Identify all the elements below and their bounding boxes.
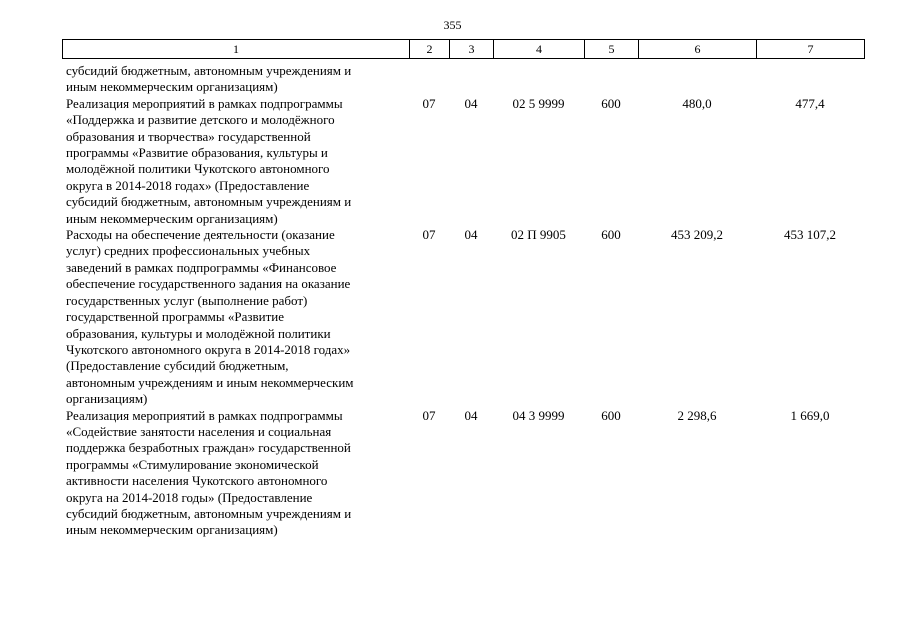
row-description: субсидий бюджетным, автономным учреждениям и иным некоммерческим организациям): [66, 63, 352, 95]
row-target-article: 02 5 9999: [512, 95, 565, 111]
table-row: [62, 96, 864, 227]
column-header-row: [63, 40, 865, 59]
budget-table: [62, 63, 864, 539]
row-subsection: 04: [464, 227, 478, 243]
column-header-3: 3: [450, 40, 494, 59]
table-row: [62, 408, 864, 539]
row-section: 07: [422, 407, 436, 423]
row-target-article: 02 П 9905: [511, 227, 566, 243]
row-expense-type: [584, 63, 638, 96]
row-amount-actual: [756, 63, 864, 96]
row-amount-actual: 453 107,2: [784, 227, 836, 243]
row-section: 07: [422, 95, 436, 111]
column-header-7: 7: [757, 40, 865, 59]
row-section: [409, 63, 449, 96]
row-description: Реализация мероприятий в рамках подпрограммы «Содействие занятости населения и социальная поддержка безработных граждан» государственной программы «Стимулирование экономической активности населения Чукотского автономного округа на 2014-2018 годы» (Предоставление субсидий бюджетным, автономным учреждениям и иным некоммерческим организациям): [66, 407, 352, 538]
row-description: Расходы на обеспечение деятельности (оказание услуг) средних профессиональных учебных заведений в рамках подпрограммы «Финансовое обеспечение государственного задания на оказание государственных услуг (выполнение работ) государственной программы «Развитие образования, культуры и молодёжной политики Чукотского автономного округа в 2014-2018 годах» (Предоставление субсидий бюджетным, автономным учреждениям и иным некоммерческим организациям): [66, 227, 354, 407]
row-expense-type: 600: [601, 95, 621, 111]
row-subsection: 04: [464, 407, 478, 423]
row-target-article: 04 3 9999: [512, 407, 565, 423]
column-header-table: [62, 39, 865, 59]
row-expense-type: 600: [601, 407, 621, 423]
row-section: 07: [422, 227, 436, 243]
row-amount-planned: 453 209,2: [671, 227, 723, 243]
column-header-5: 5: [585, 40, 639, 59]
row-amount-planned: [638, 63, 756, 96]
row-expense-type: 600: [601, 227, 621, 243]
row-amount-actual: 1 669,0: [790, 407, 830, 423]
column-header-2: 2: [410, 40, 450, 59]
row-amount-actual: 477,4: [795, 95, 825, 111]
column-header-1: 1: [63, 40, 410, 59]
row-target-article: [493, 63, 584, 96]
row-subsection: 04: [464, 95, 478, 111]
column-header-4: 4: [494, 40, 585, 59]
table-row: [62, 227, 864, 407]
table-row: [62, 63, 864, 96]
column-header-6: 6: [639, 40, 757, 59]
row-amount-planned: 2 298,6: [677, 407, 717, 423]
row-amount-planned: 480,0: [682, 95, 712, 111]
page-number: 355: [443, 18, 462, 32]
row-subsection: [449, 63, 493, 96]
row-description: Реализация мероприятий в рамках подпрограммы «Поддержка и развитие детского и молодёжного образования и творчества» государственной программы «Развитие образования, культуры и молодёжной политики Чукотского автономного округа в 2014-2018 годах» (Предоставление субсидий бюджетным, автономным учреждениям и иным некоммерческим организациям): [66, 95, 352, 226]
